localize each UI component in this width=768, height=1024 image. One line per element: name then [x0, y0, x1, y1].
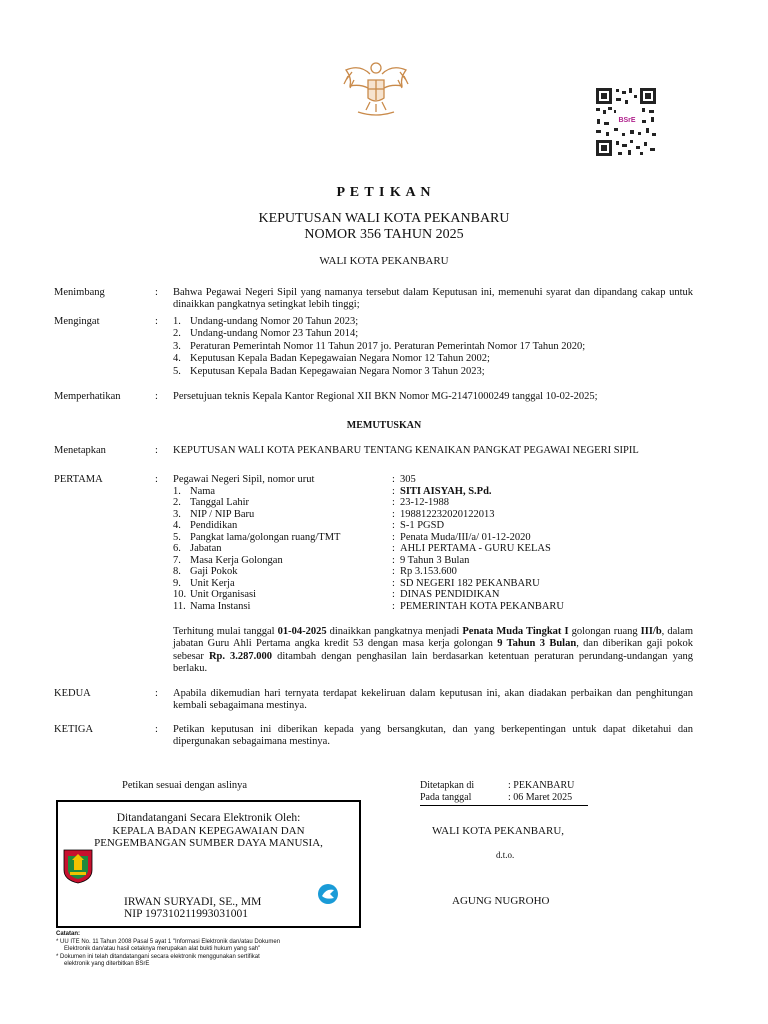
- table-row: 9. Unit Kerja : SD NEGERI 182 PEKANBARU: [173, 577, 540, 589]
- issuer-heading: WALI KOTA PEKANBARU: [319, 255, 449, 267]
- ditetapkan-block: [420, 780, 590, 806]
- kedua-label: KEDUA: [54, 688, 91, 699]
- ketiga-label: KETIGA: [54, 724, 94, 735]
- mengingat-label: Mengingat: [54, 316, 100, 327]
- menimbang-label: Menimbang: [54, 287, 105, 298]
- pertama-colon: :: [155, 474, 158, 485]
- menetapkan-label: Menetapkan: [54, 445, 106, 456]
- notes-heading: Catatan:: [56, 931, 81, 937]
- menimbang-colon: :: [155, 287, 158, 298]
- signer-title: WALI KOTA PEKANBARU,: [432, 825, 565, 837]
- memperhatikan-label: Memperhatikan: [54, 391, 121, 402]
- note-2b: elektronik yang diterbitkan BSrE: [64, 961, 150, 967]
- esign-name: IRWAN SURYADI, SE., MM: [124, 896, 262, 908]
- table-row: 7. Masa Kerja Golongan : 9 Tahun 3 Bulan: [173, 554, 470, 566]
- menetapkan-colon: :: [155, 445, 158, 456]
- garuda-emblem-icon: [340, 58, 412, 120]
- esign-box: [56, 800, 361, 928]
- note-1b: Elektronik dan/atau hasil cetaknya merupakan alat bukti hukum yang sah": [64, 946, 261, 952]
- mengingat-colon: :: [155, 316, 158, 327]
- table-row: 11. Nama Instansi : PEMERINTAH KOTA PEKANBARU: [173, 600, 564, 612]
- pekanbaru-emblem-icon: [62, 848, 94, 884]
- memperhatikan-colon: :: [155, 391, 158, 402]
- note-1: * UU ITE No. 11 Tahun 2008 Pasal 5 ayat 1 "Informasi Elektronik dan/atau Dokumen: [56, 939, 281, 945]
- ketiga-text: Petikan keputusan ini diberikan kepada yang bersangkutan, dan yang berkepentingan untuk dapat diketahui dan dipergunakan sebagaimana mestinya.: [173, 724, 693, 748]
- table-row: 5. Pangkat lama/golongan ruang/TMT : Penata Muda/III/a/ 01-12-2020: [173, 531, 531, 543]
- esign-nip: NIP 197310211993031001: [124, 908, 249, 920]
- list-item: 5. Keputusan Kepala Badan Kepegawaian Negara Nomor 3 Tahun 2023;: [173, 365, 485, 377]
- esign-org-2: PENGEMBANGAN SUMBER DAYA MANUSIA,: [94, 837, 323, 849]
- list-item: 3. Peraturan Pemerintah Nomor 11 Tahun 2017 jo. Peraturan Pemerintah Nomor 17 Tahun 2020;: [173, 340, 586, 352]
- list-item: 2. Undang-undang Nomor 23 Tahun 2014;: [173, 328, 359, 340]
- employee-details: [173, 474, 693, 612]
- table-row: 8. Gaji Pokok : Rp 3.153.600: [173, 566, 457, 577]
- ketiga-colon: :: [155, 724, 158, 735]
- table-row: 1. Nama : SITI AISYAH, S.Pd.: [173, 485, 492, 497]
- kedua-text: Apabila dikemudian hari ternyata terdapat kekeliruan dalam keputusan ini, akan diadakan perbaikan dan penghitungan kembali sebagaimana mestinya.: [173, 688, 693, 712]
- signer-name: AGUNG NUGROHO: [452, 895, 550, 907]
- mengingat-list: [173, 316, 693, 378]
- decree-number: NOMOR 356 TAHUN 2025: [304, 227, 464, 242]
- list-item: 1. Undang-undang Nomor 20 Tahun 2023;: [173, 316, 359, 327]
- decree-title: KEPUTUSAN WALI KOTA PEKANBARU: [258, 211, 510, 226]
- memutuskan-heading: MEMUTUSKAN: [346, 420, 422, 431]
- table-row: 6. Jabatan : AHLI PERTAMA - GURU KELAS: [173, 543, 551, 554]
- menetapkan-text: KEPUTUSAN WALI KOTA PEKANBARU TENTANG KENAIKAN PANGKAT PEGAWAI NEGERI SIPIL: [173, 445, 639, 456]
- esign-heading: Ditandatangani Secara Elektronik Oleh:: [116, 812, 301, 824]
- ditetapkan-label: Ditetapkan di: [420, 780, 475, 791]
- table-row: 10. Unit Organisasi : DINAS PENDIDIKAN: [173, 589, 500, 600]
- pertama-label: PERTAMA: [54, 474, 103, 485]
- memperhatikan-text: Persetujuan teknis Kepala Kantor Regional XII BKN Nomor MG-21471000249 tanggal 10-02-2025;: [173, 391, 598, 402]
- petikan-sesuai: Petikan sesuai dengan aslinya: [122, 780, 248, 791]
- bsre-logo-icon: [316, 882, 340, 906]
- ditetapkan-value: : PEKANBARU: [508, 780, 575, 791]
- employee-intro-row: Pegawai Negeri Sipil, nomor urut : 305: [173, 474, 416, 485]
- petikan-heading: P E T I K A N: [336, 185, 432, 200]
- tanggal-value: : 06 Maret 2025: [508, 792, 573, 804]
- table-row: 4. Pendidikan : S-1 PGSD: [173, 520, 445, 531]
- dto-label: d.t.o.: [496, 850, 515, 860]
- kedua-colon: :: [155, 688, 158, 699]
- promotion-paragraph: Terhitung mulai tanggal 01-04-2025 dinaikkan pangkatnya menjadi Penata Muda Tingkat I golongan ruang III/b, dalam jabatan Guru Ahli Pertama angka kredit 53 dengan masa kerja golongan 9 Tahun 3 Bulan, dan diberikan gaji pokok sebesar Rp. 3.287.000 ditambah dengan penghasilan lain berdasarkan ketentuan peraturan perundang-undangan yang berlaku.: [173, 626, 693, 675]
- menimbang-text: Bahwa Pegawai Negeri Sipil yang namanya tersebut dalam Keputusan ini, memenuhi syarat dan dipandang cakap untuk dinaikkan pangkatnya setingkat lebih tinggi;: [173, 287, 693, 311]
- qr-badge: BSrE: [618, 117, 636, 124]
- tanggal-label: Pada tanggal: [420, 792, 472, 804]
- table-row: 3. NIP / NIP Baru : 198812232020122013: [173, 508, 495, 520]
- esign-org-1: KEPALA BADAN KEPEGAWAIAN DAN: [112, 825, 305, 837]
- list-item: 4. Keputusan Kepala Badan Kepegawaian Negara Nomor 12 Tahun 2002;: [173, 353, 490, 365]
- note-2: * Dokumen ini telah ditandatangani secara elektronik menggunakan sertifikat: [56, 954, 260, 960]
- table-row: 2. Tanggal Lahir : 23-12-1988: [173, 497, 449, 508]
- qr-code-icon: [594, 86, 658, 158]
